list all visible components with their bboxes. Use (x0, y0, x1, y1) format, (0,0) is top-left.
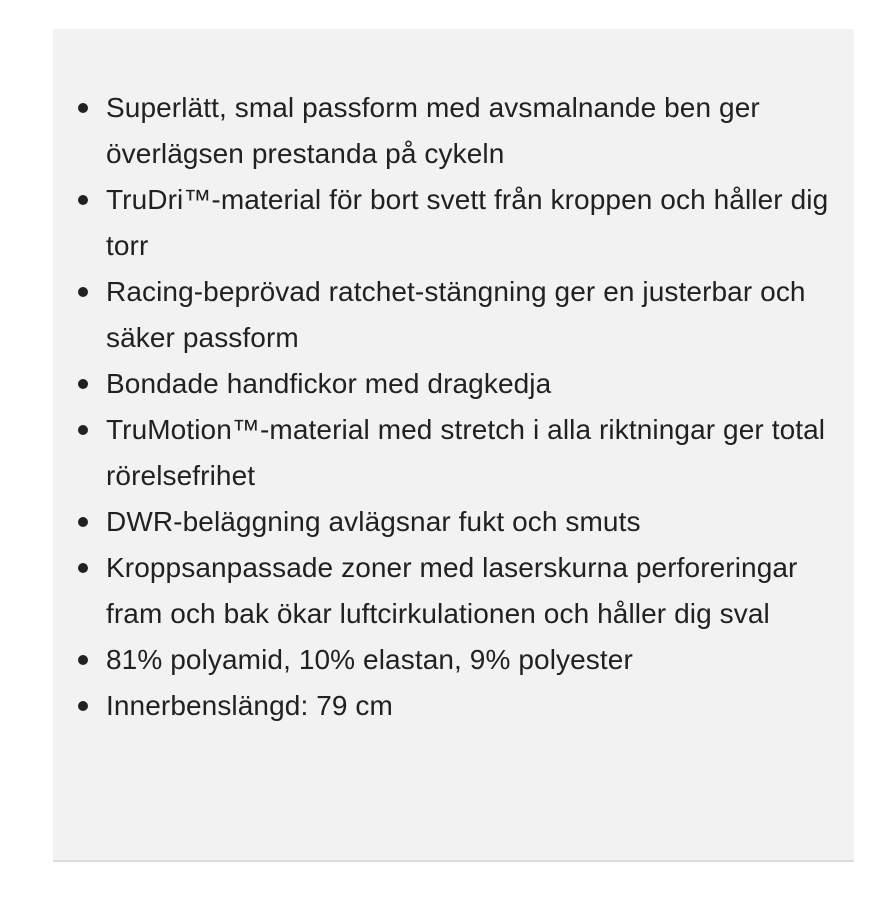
bullet-icon (78, 379, 88, 389)
feature-text: Superlätt, smal passform med avsmalnande ben ger överlägsen prestanda på cykeln (106, 92, 760, 169)
bullet-icon (78, 195, 88, 205)
bullet-icon (78, 563, 88, 573)
bullet-icon (78, 701, 88, 711)
product-features-panel (53, 29, 854, 862)
list-item (73, 545, 843, 637)
list-item (73, 177, 843, 269)
bullet-icon (78, 517, 88, 527)
feature-text: DWR-beläggning avlägsnar fukt och smuts (106, 506, 641, 537)
feature-list (73, 85, 843, 729)
bullet-icon (78, 287, 88, 297)
feature-text: Innerbenslängd: 79 cm (106, 690, 393, 721)
list-item (73, 683, 843, 729)
feature-text: Kroppsanpassade zoner med laserskurna perforeringar fram och bak ökar luftcirkulationen och håller dig sval (106, 552, 798, 629)
list-item (73, 407, 843, 499)
bullet-icon (78, 655, 88, 665)
list-item (73, 269, 843, 361)
feature-text: Bondade handfickor med dragkedja (106, 368, 552, 399)
list-item (73, 637, 843, 683)
feature-text: TruMotion™-material med stretch i alla riktningar ger total rörelsefrihet (106, 414, 826, 491)
list-item (73, 361, 843, 407)
bullet-icon (78, 425, 88, 435)
list-item (73, 85, 843, 177)
feature-text: TruDri™-material för bort svett från kroppen och håller dig torr (106, 184, 829, 261)
list-item (73, 499, 843, 545)
bullet-icon (78, 103, 88, 113)
feature-text: 81% polyamid, 10% elastan, 9% polyester (106, 644, 633, 675)
feature-text: Racing-beprövad ratchet-stängning ger en justerbar och säker passform (106, 276, 806, 353)
